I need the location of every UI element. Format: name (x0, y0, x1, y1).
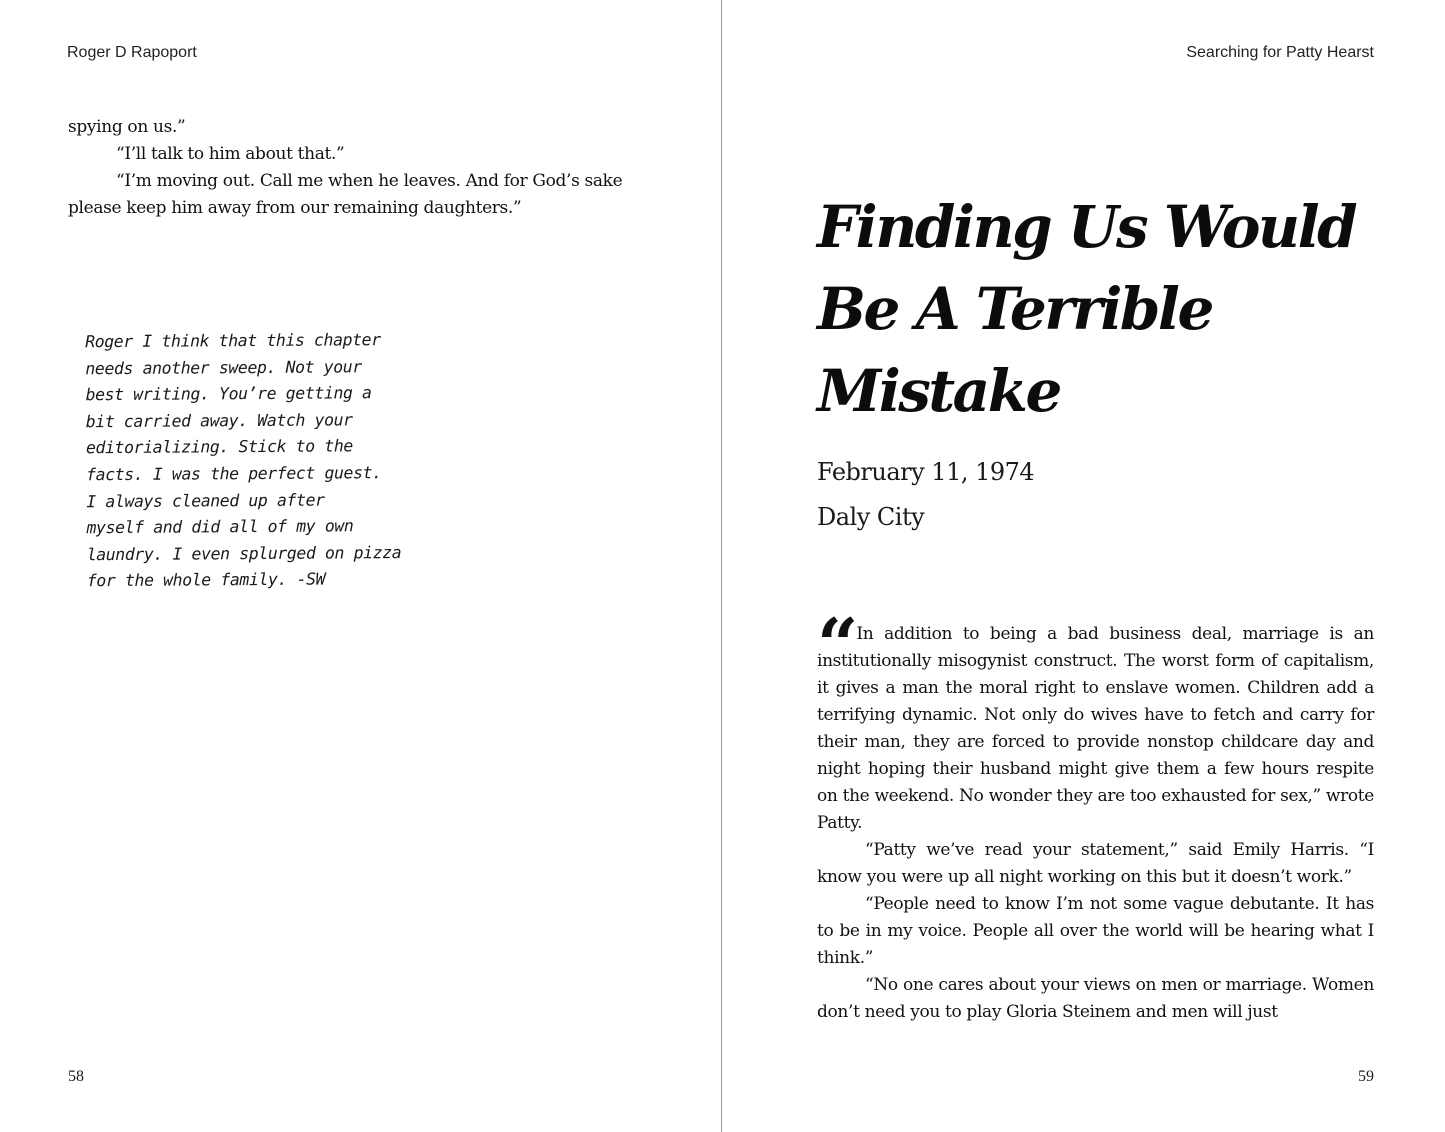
note-line: best writing. You’re getting a (85, 383, 372, 405)
chapter-title-line: Mistake (817, 357, 1060, 425)
body-paragraph (817, 602, 1374, 837)
chapter-title-line: Finding Us Would (817, 193, 1356, 261)
body-paragraph: “People need to know I’m not some vague debutante. It has to be in my voice. People all over the world will be hearing what I think.” (817, 894, 1374, 968)
note-line: bit carried away. Watch your (85, 410, 353, 431)
handwritten-margin-note (85, 327, 432, 595)
note-line: Roger I think that this chapter (85, 330, 381, 352)
body-paragraph: “Patty we’ve read your statement,” said Emily Harris. “I know you were up all night working on this but it doesn’t work.” (817, 840, 1374, 887)
left-page (0, 0, 721, 1132)
body-paragraph: “No one cares about your views on men or marriage. Women don’t need you to play Gloria Steinem and men will just (817, 975, 1374, 1022)
body-paragraph: spying on us.” (68, 117, 186, 137)
chapter-title-line: Be A Terrible (817, 275, 1212, 343)
note-line: for the whole family. -SW (86, 569, 326, 591)
right-page-number: 59 (1358, 1068, 1374, 1085)
chapter-title (817, 186, 1377, 432)
body-paragraph: “I’ll talk to him about that.” (116, 144, 345, 164)
opening-quote-mark: “ (817, 602, 855, 687)
note-line: editorializing. Stick to the (85, 436, 353, 458)
note-line: I always cleaned up after (86, 490, 325, 511)
body-paragraph: “I’m moving out. Call me when he leaves. And for God’s sake please keep him away from our remaining daughters.” (68, 171, 623, 218)
right-page-body (817, 602, 1374, 1026)
chapter-date: February 11, 1974 (817, 458, 1035, 486)
note-line: laundry. I even splurged on pizza (86, 542, 402, 564)
left-running-head: Roger D Rapoport (67, 44, 197, 61)
chapter-place: Daly City (817, 503, 925, 531)
note-line: facts. I was the perfect guest. (86, 463, 382, 485)
right-running-head: Searching for Patty Hearst (1186, 44, 1374, 61)
note-line: myself and did all of my own (86, 516, 354, 538)
opening-paragraph-text: In addition to being a bad business deal, marriage is an institutionally misogynist construct. The worst form of capitalism, it gives a man the moral right to enslave women. Children add a terrifying dynamic. Not only do wives have to fetch and carry for their man, they are forced to provide nonstop childcare day and night hoping their husband might give them a few hours respite on the weekend. No wonder they are too exhausted for sex,” wrote Patty. (817, 624, 1374, 833)
left-page-number: 58 (68, 1068, 84, 1085)
note-line: needs another sweep. Not your (85, 356, 362, 378)
left-page-body (68, 114, 658, 222)
